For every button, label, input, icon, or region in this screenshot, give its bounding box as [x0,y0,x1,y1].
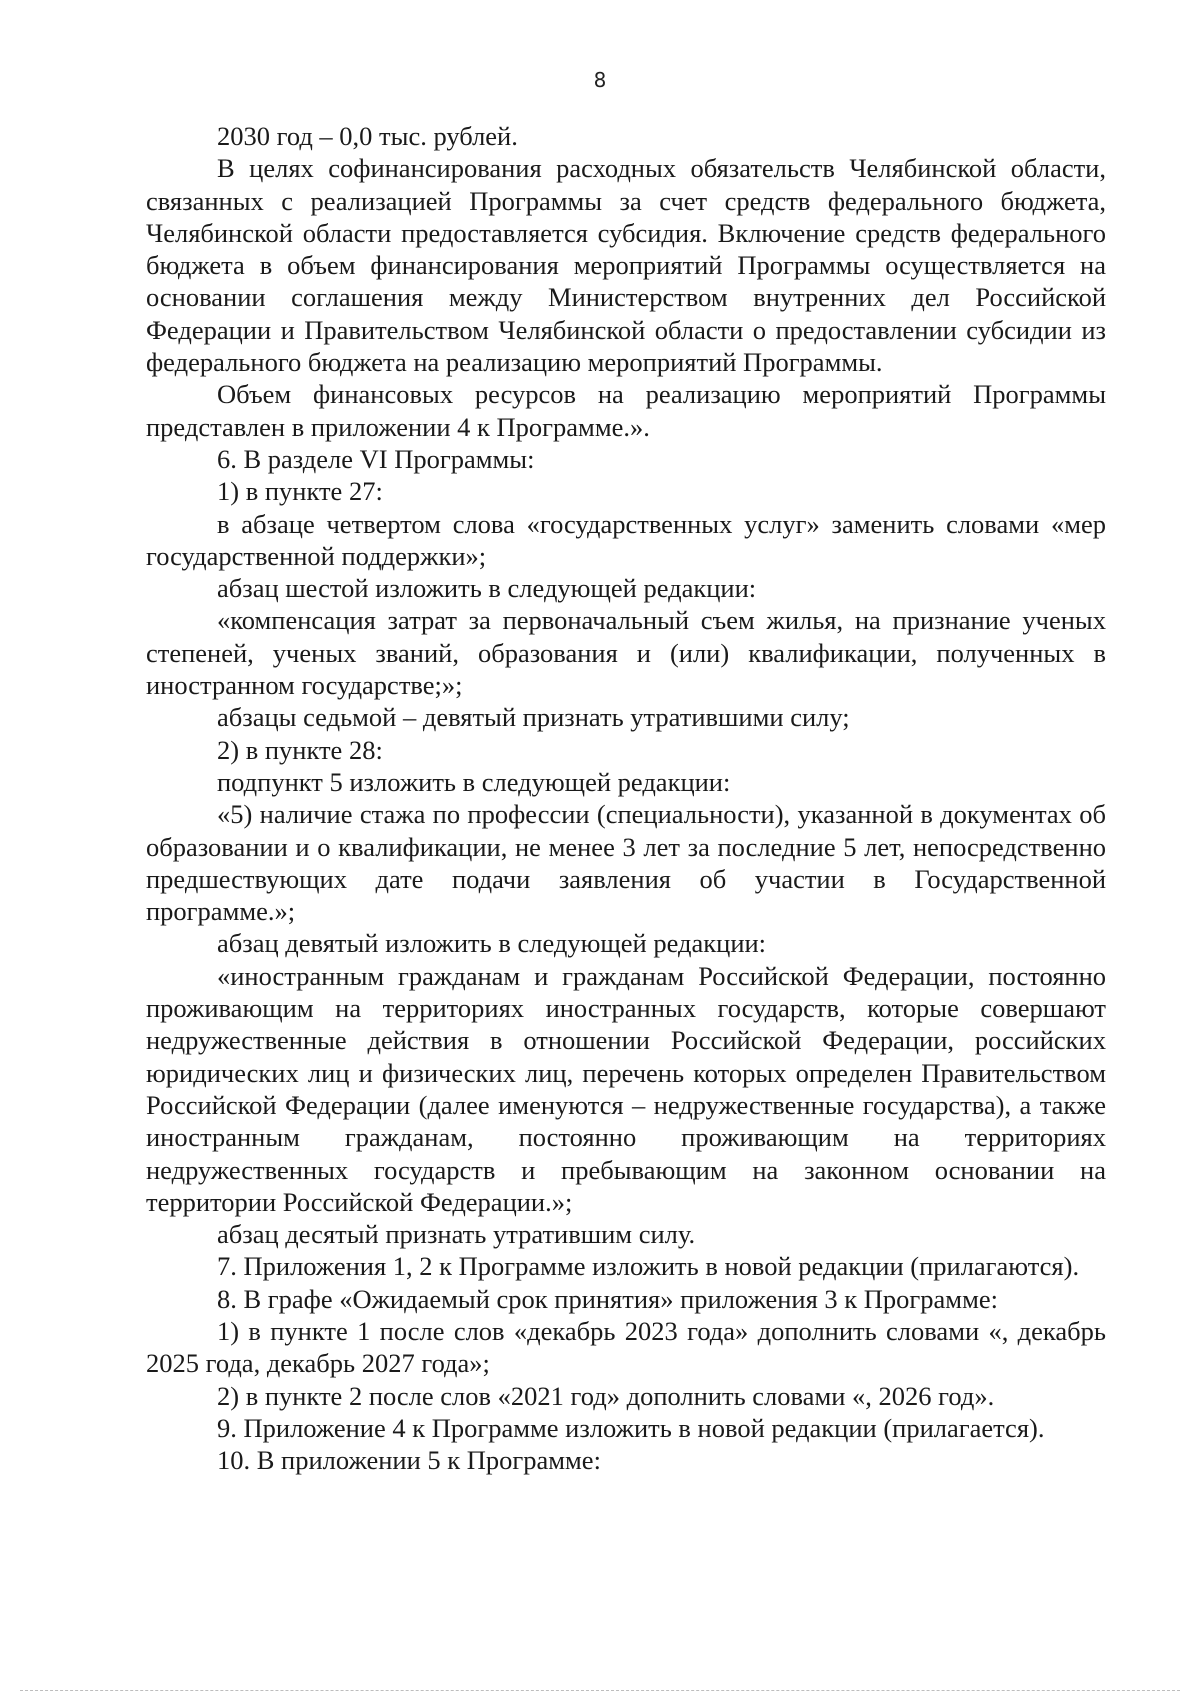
paragraph-financial-resources: Объем финансовых ресурсов на реализацию мероприятий Программы представлен в приложении 4 к Программе.». [146,379,1106,442]
paragraph-tenth: абзац десятый признать утратившим силу. [217,1219,696,1250]
document-body [146,120,1106,1476]
paragraph-subpoint-5-intro: подпункт 5 изложить в следующей редакции: [217,766,731,797]
paragraph-ninth-intro: абзац девятый изложить в следующей редакции: [217,928,767,959]
paragraph-item-8-1: 1) в пункте 1 после слов «декабрь 2023 года» дополнить словами «, декабрь 2025 года, декабрь 2027 года»; [146,1315,1106,1379]
paragraph-item-9: 9. Приложение 4 к Программе изложить в новой редакции (прилагается). [217,1412,1045,1443]
paragraph-ninth-text: «иностранным гражданам и гражданам Российской Федерации, постоянно проживающим на территориях иностранных государств, которые совершают недружественные действия в отношении Российской Федерации, российских юридических лиц и физических лиц, перечень которых определен Правительством Российской Федерации (далее именуются – недружественные государства), а также иностранным гражданам, постоянно проживающим на территориях недружественных государств и пребывающим на законном основании на территории Российской Федерации.»; [146,960,1106,1217]
page-number: 8 [593,68,607,92]
scan-edge-line [20,1690,1180,1691]
paragraph-amend-fourth: в абзаце четвертом слова «государственных услуг» заменить словами «мер государственной поддержки»; [146,508,1106,571]
paragraph-seventh-ninth: абзацы седьмой – девятый признать утратившими силу; [217,702,850,733]
paragraph-cofinancing: В целях софинансирования расходных обязательств Челябинской области, связанных с реализацией Программы за счет средств федерального бюджета, Челябинской области предоставляется субсидия. Включение средств федерального бюджета в объем финансирования мероприятий Программы осуществляется на основании соглашения между Министерством внутренних дел Российской Федерации и Правительством Челябинской области о предоставлении субсидии из федерального бюджета на реализацию мероприятий Программы. [146,153,1106,378]
paragraph-subitem-27: 1) в пункте 27: [217,476,383,507]
paragraph-item-8-2: 2) в пункте 2 после слов «2021 год» дополнить словами «, 2026 год». [217,1380,995,1411]
paragraph-item-8: 8. В графе «Ожидаемый срок принятия» приложения 3 к Программе: [217,1283,998,1314]
paragraph-sixth-intro: абзац шестой изложить в следующей редакции: [217,573,757,604]
paragraph-item-6: 6. В разделе VI Программы: [217,443,535,474]
paragraph-year-2030: 2030 год – 0,0 тыс. рублей. [217,121,518,151]
paragraph-item-10: 10. В приложении 5 к Программе: [217,1445,601,1476]
paragraph-subpoint-5-text: «5) наличие стажа по профессии (специальности), указанной в документах об образовании и о квалификации, не менее 3 лет за последние 5 лет, непосредственно предшествующих дате подачи заявления об участии в Государственной программе.»; [146,799,1106,927]
paragraph-subitem-28: 2) в пункте 28: [217,734,383,765]
paragraph-item-7: 7. Приложения 1, 2 к Программе изложить в новой редакции (прилагаются). [217,1251,1080,1282]
paragraph-sixth-text: «компенсация затрат за первоначальный съем жилья, на признание ученых степеней, ученых званий, образования и (или) квалификации, полученных в иностранном государстве;»; [146,605,1106,701]
